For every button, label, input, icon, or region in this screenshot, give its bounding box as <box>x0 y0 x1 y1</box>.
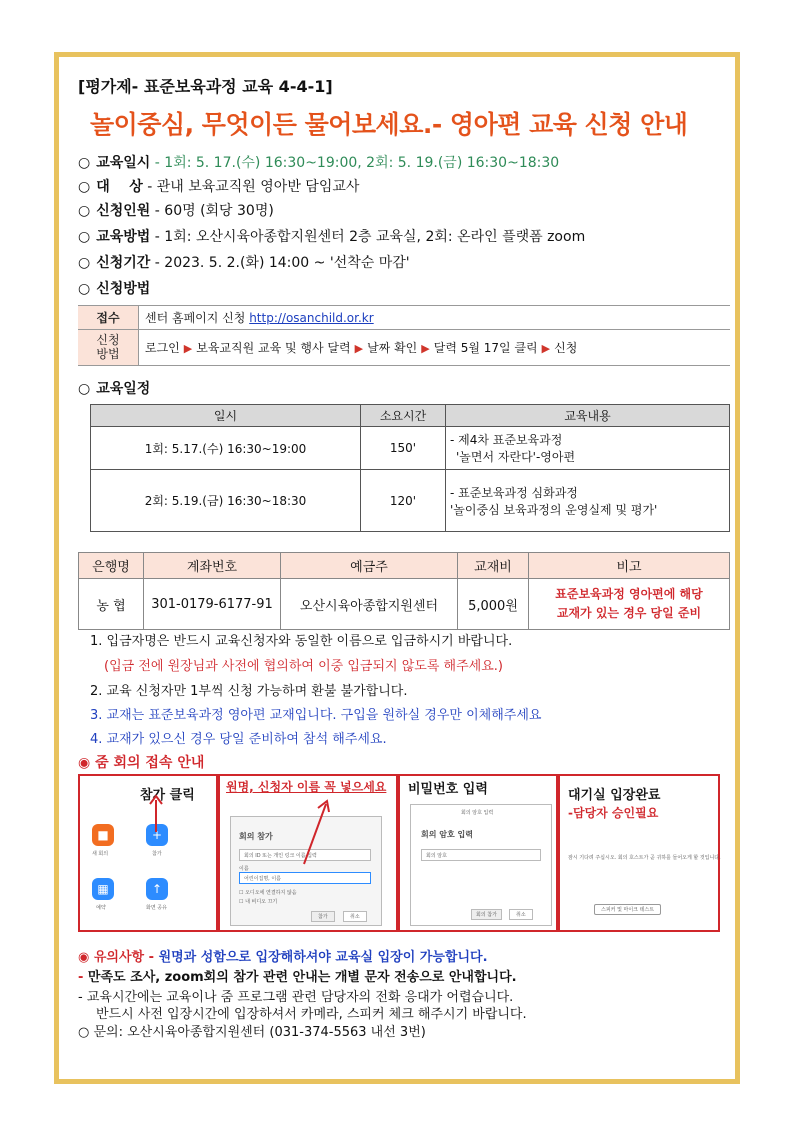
bank-fee: 5,000원 <box>458 579 529 630</box>
info-date: ○ 교육일시 - 1회: 5. 17.(수) 16:30~19:00, 2회: 5. 19.(금) 16:30~18:30 <box>78 155 560 171</box>
zoom-heading: ◉ 줌 회의 접속 안내 <box>78 755 205 771</box>
zoom-panel-name <box>218 774 398 932</box>
bank-table <box>78 552 730 630</box>
sched-col-time: 소요시간 <box>361 405 446 427</box>
notice-check: 반드시 사전 입장시간에 입장하셔서 카메라, 스피커 체크 해주시기 바랍니다. <box>96 1007 527 1022</box>
speaker-test-button[interactable]: 스피커 및 마이크 테스트 <box>594 904 661 915</box>
audio-option[interactable]: ☐ 오디오에 연결하지 않음 <box>239 890 297 896</box>
zoom-panel-password <box>398 774 558 932</box>
sched-content-1: - 제4차 표준보육과정 '놀면서 자란다'-영아편 <box>446 427 730 470</box>
note-1: 1. 입금자명은 반드시 교육신청자와 동일한 이름으로 입금하시기 바랍니다. <box>90 634 513 649</box>
sched-date-1: 1회: 5.17.(수) 16:30~19:00 <box>91 427 361 470</box>
sched-time-2: 120' <box>361 470 446 532</box>
join-button[interactable]: 참가 <box>311 911 335 922</box>
meeting-id-input[interactable]: 회의 ID 또는 개인 링크 이름 입력 <box>239 849 371 861</box>
bank-note: 표준보육과정 영아편에 해당 교재가 있는 경우 당일 준비 <box>529 579 730 630</box>
apply-method-label: 신청 방법 <box>78 330 139 366</box>
new-meeting-label: 새 회의 <box>92 851 109 857</box>
bank-account: 301-0179-6177-91 <box>144 579 281 630</box>
bank-col-holder: 예금주 <box>281 553 458 579</box>
info-target: ○ 대 상 - 관내 보육교직원 영아반 담임교사 <box>78 179 360 195</box>
schedule-table <box>90 404 730 532</box>
password-cancel-button[interactable]: 취소 <box>509 909 533 920</box>
bank-col-fee: 교재비 <box>458 553 529 579</box>
join-dialog-title: 회의 참가 <box>239 832 273 841</box>
password-input[interactable]: 회의 암호 <box>421 849 541 861</box>
panel-name-label: 원명, 신청자 이름 꼭 넣으세요 <box>226 780 387 794</box>
note-3: 3. 교재는 표준보육과정 영아편 교재입니다. 구입을 원하실 경우만 이체해주세요 <box>90 708 542 723</box>
new-meeting-icon[interactable]: ■ <box>92 824 114 846</box>
apply-steps: 로그인 ▶ 보육교직원 교육 및 행사 달력 ▶ 날짜 확인 ▶ 달력 5월 17일 클릭 ▶ 신청 <box>139 330 731 366</box>
info-count: ○ 신청인원 - 60명 (회당 30명) <box>78 203 274 219</box>
panel-waiting-sub: -담당자 승인필요 <box>568 806 659 820</box>
note-2: 2. 교육 신청자만 1부씩 신청 가능하며 환불 불가합니다. <box>90 684 408 699</box>
waiting-message: 잠시 기다려 주십시오. 회의 호스트가 곧 귀하를 들어오게 할 것입니다. <box>568 855 721 861</box>
panel-join-label: 참가 클릭 <box>140 788 195 803</box>
name-label: 이름 <box>239 866 249 872</box>
bank-col-note: 비고 <box>529 553 730 579</box>
notice-phone: - 교육시간에는 교육이나 줌 프로그램 관련 담당자의 전화 응대가 어렵습니다. <box>78 990 514 1005</box>
arrow-icon <box>298 798 338 868</box>
sched-time-1: 150' <box>361 427 446 470</box>
zoom-panel-waiting <box>558 774 720 932</box>
schedule-heading: ○ 교육일정 <box>78 381 151 397</box>
apply-table <box>78 305 730 366</box>
password-dialog-bar: 회의 암호 입력 <box>461 810 494 816</box>
note-1-sub: (입금 전에 원장님과 사전에 협의하여 이중 입금되지 않도록 해주세요.) <box>104 659 503 674</box>
share-label: 화면 공유 <box>146 905 167 911</box>
bank-name: 농 협 <box>79 579 144 630</box>
zoom-panel-join <box>78 774 218 932</box>
info-period: ○ 신청기간 - 2023. 5. 2.(화) 14:00 ~ '선착순 마감' <box>78 255 410 271</box>
video-option[interactable]: ☐ 내 비디오 끄기 <box>239 899 278 905</box>
contact-info: ○ 문의: 오산시육아종합지원센터 (031-374-5563 내선 3번) <box>78 1025 426 1040</box>
caution-line: ◉ 유의사항 - 원명과 성함으로 입장해하셔야 교육실 입장이 가능합니다. <box>78 950 488 965</box>
schedule-icon[interactable]: ▦ <box>92 878 114 900</box>
sched-content-2: - 표준보육과정 심화과정 '놀이중심 보육과정의 운영실제 및 평가' <box>446 470 730 532</box>
apply-receive: 센터 홈페이지 신청 http://osanchild.or.kr <box>139 306 731 330</box>
schedule-label: 예약 <box>96 905 106 911</box>
page-title: 놀이중심, 무엇이든 물어보세요.- 영아편 교육 신청 안내 <box>90 110 688 139</box>
sched-col-content: 교육내용 <box>446 405 730 427</box>
arrow-icon <box>146 794 166 834</box>
panel-password-label: 비밀번호 입력 <box>408 782 488 797</box>
bank-holder: 오산시육아종합지원센터 <box>281 579 458 630</box>
name-input[interactable]: 어린이집명, 이름 <box>239 872 371 884</box>
sched-date-2: 2회: 5.19.(금) 16:30~18:30 <box>91 470 361 532</box>
join-icon[interactable]: + <box>146 824 168 846</box>
password-join-button[interactable]: 회의 참가 <box>471 909 502 920</box>
note-4: 4. 교재가 있으신 경우 당일 준비하여 참석 해주세요. <box>90 732 387 747</box>
info-apply: ○ 신청방법 <box>78 281 151 297</box>
panel-waiting-label: 대기실 입장완료 <box>568 788 661 803</box>
eval-label: [평가제- 표준보육과정 교육 4-4-1] <box>78 77 333 96</box>
apply-receive-label: 접수 <box>78 306 139 330</box>
password-dialog <box>410 804 552 926</box>
bank-col-name: 은행명 <box>79 553 144 579</box>
homepage-link[interactable]: http://osanchild.or.kr <box>249 311 374 325</box>
share-screen-icon[interactable]: ↑ <box>146 878 168 900</box>
notice-survey: - 만족도 조사, zoom회의 참가 관련 안내는 개별 문자 전송으로 안내합니다. <box>78 970 517 985</box>
bank-col-account: 계좌번호 <box>144 553 281 579</box>
join-label: 참가 <box>152 851 162 857</box>
password-dialog-title: 회의 암호 입력 <box>421 830 473 839</box>
info-method: ○ 교육방법 - 1회: 오산시육아종합지원센터 2층 교육실, 2회: 온라인 플랫폼 zoom <box>78 229 586 245</box>
sched-col-date: 일시 <box>91 405 361 427</box>
cancel-button[interactable]: 취소 <box>343 911 367 922</box>
